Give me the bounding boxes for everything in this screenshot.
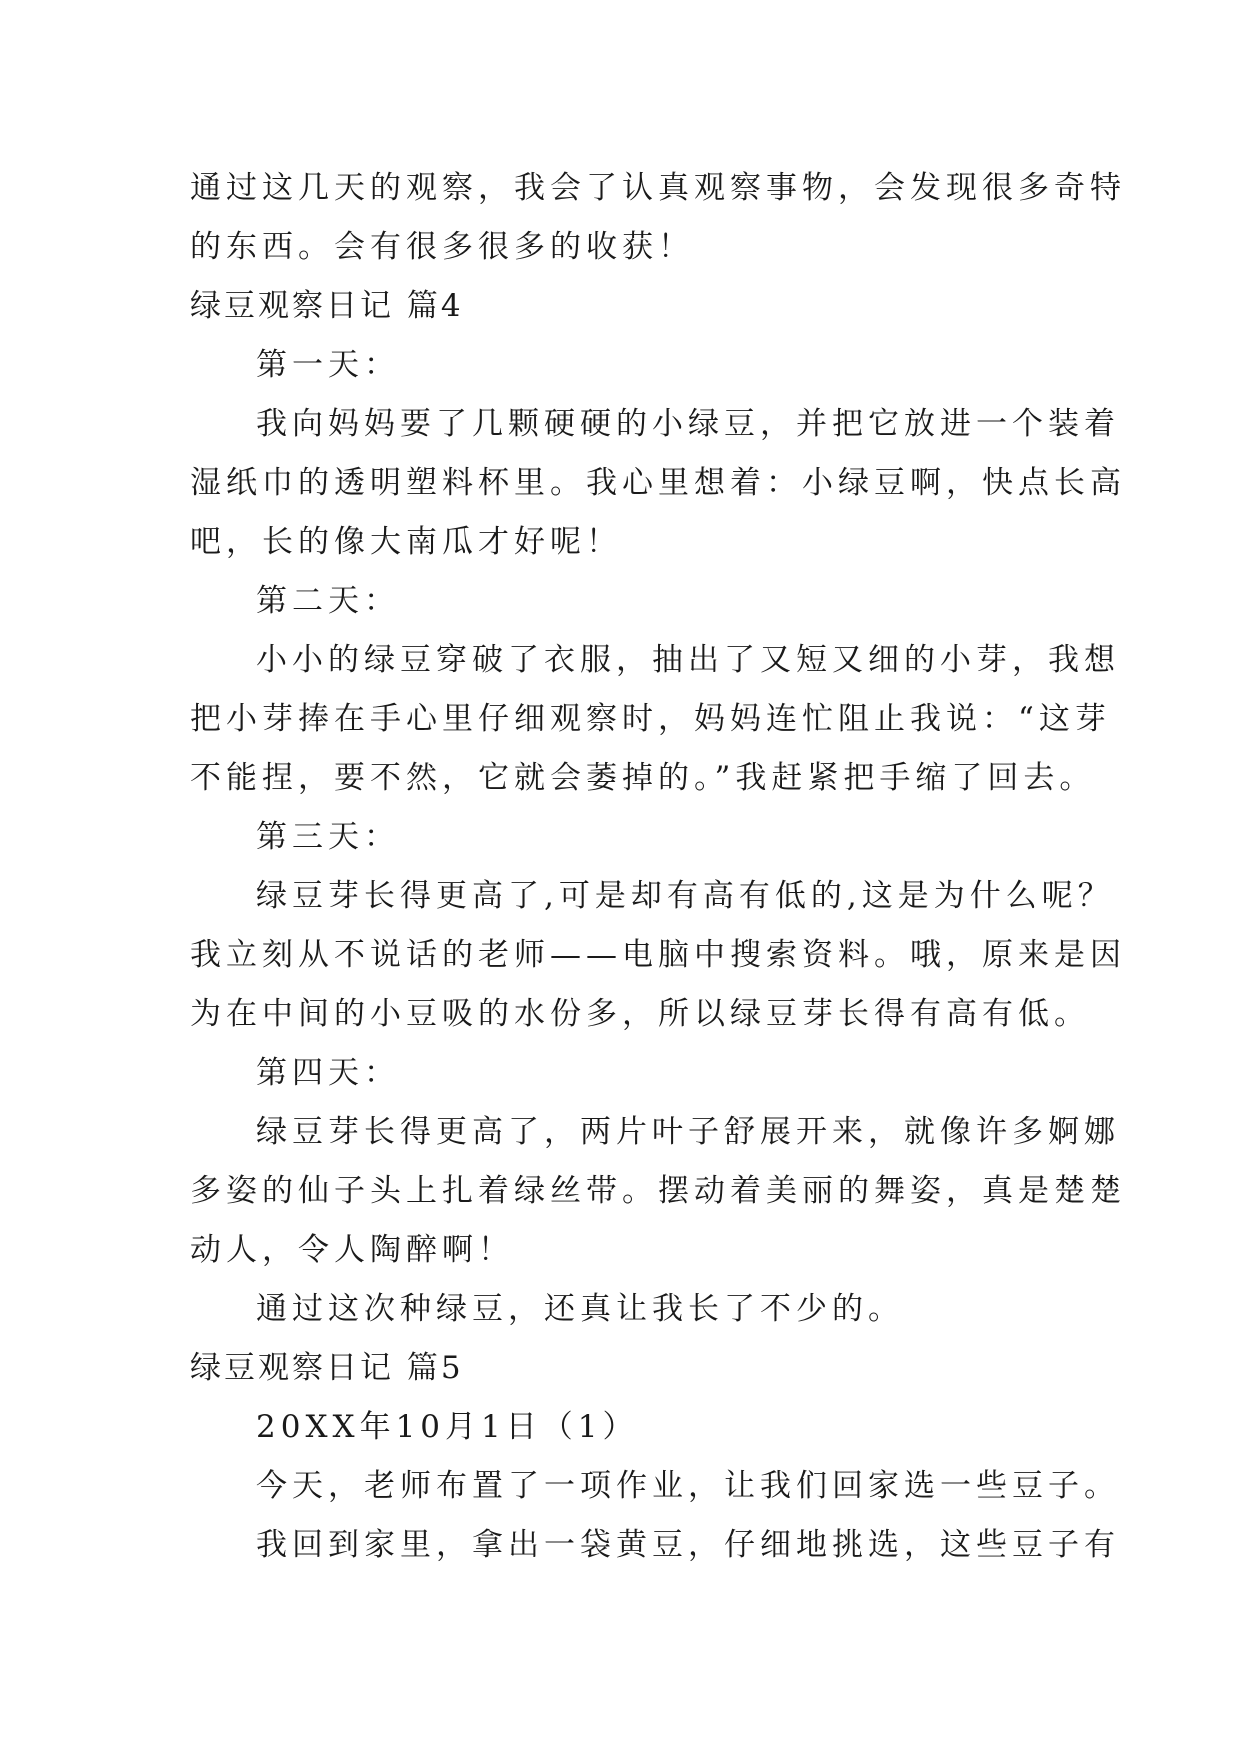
paragraph-line: 我向妈妈要了几颗硬硬的小绿豆，并把它放进一个装着	[256, 406, 1120, 442]
paragraph-line: 我立刻从不说话的老师——电脑中搜索资料。哦，原来是因	[190, 937, 1126, 973]
section-heading-5: 绿豆观察日记 篇5	[190, 1350, 464, 1386]
paragraph-line: 通过这次种绿豆，还真让我长了不少的。	[256, 1291, 904, 1327]
paragraph-line: 不能捏，要不然，它就会萎掉的。”我赶紧把手缩了回去。	[190, 760, 1096, 796]
date-line: 20XX年10月1日（1）	[256, 1409, 639, 1445]
paragraph-line: 把小芽捧在手心里仔细观察时，妈妈连忙阻止我说：“这芽	[190, 701, 1111, 737]
paragraph-line: 吧，长的像大南瓜才好呢！	[190, 524, 622, 560]
paragraph-line: 为在中间的小豆吸的水份多，所以绿豆芽长得有高有低。	[190, 996, 1090, 1032]
paragraph-line: 多姿的仙子头上扎着绿丝带。摆动着美丽的舞姿，真是楚楚	[190, 1173, 1126, 1209]
paragraph-line: 绿豆芽长得更高了，两片叶子舒展开来，就像许多婀娜	[256, 1114, 1120, 1150]
paragraph-line: 的东西。会有很多很多的收获！	[190, 229, 694, 265]
section-heading-4: 绿豆观察日记 篇4	[190, 288, 464, 324]
paragraph-line: 绿豆芽长得更高了,可是却有高有低的,这是为什么呢？	[256, 878, 1114, 914]
paragraph-line: 今天，老师布置了一项作业，让我们回家选一些豆子。	[256, 1468, 1120, 1504]
paragraph-line: 我回到家里，拿出一袋黄豆，仔细地挑选，这些豆子有	[256, 1527, 1120, 1563]
day-label: 第四天：	[256, 1055, 400, 1091]
paragraph-line: 动人，令人陶醉啊！	[190, 1232, 514, 1268]
day-label: 第三天：	[256, 819, 400, 855]
day-label: 第二天：	[256, 583, 400, 619]
paragraph-line: 湿纸巾的透明塑料杯里。我心里想着：小绿豆啊，快点长高	[190, 465, 1126, 501]
paragraph-line: 小小的绿豆穿破了衣服，抽出了又短又细的小芽，我想	[256, 642, 1120, 678]
paragraph-line: 通过这几天的观察，我会了认真观察事物，会发现很多奇特	[190, 170, 1126, 206]
day-label: 第一天：	[256, 347, 400, 383]
